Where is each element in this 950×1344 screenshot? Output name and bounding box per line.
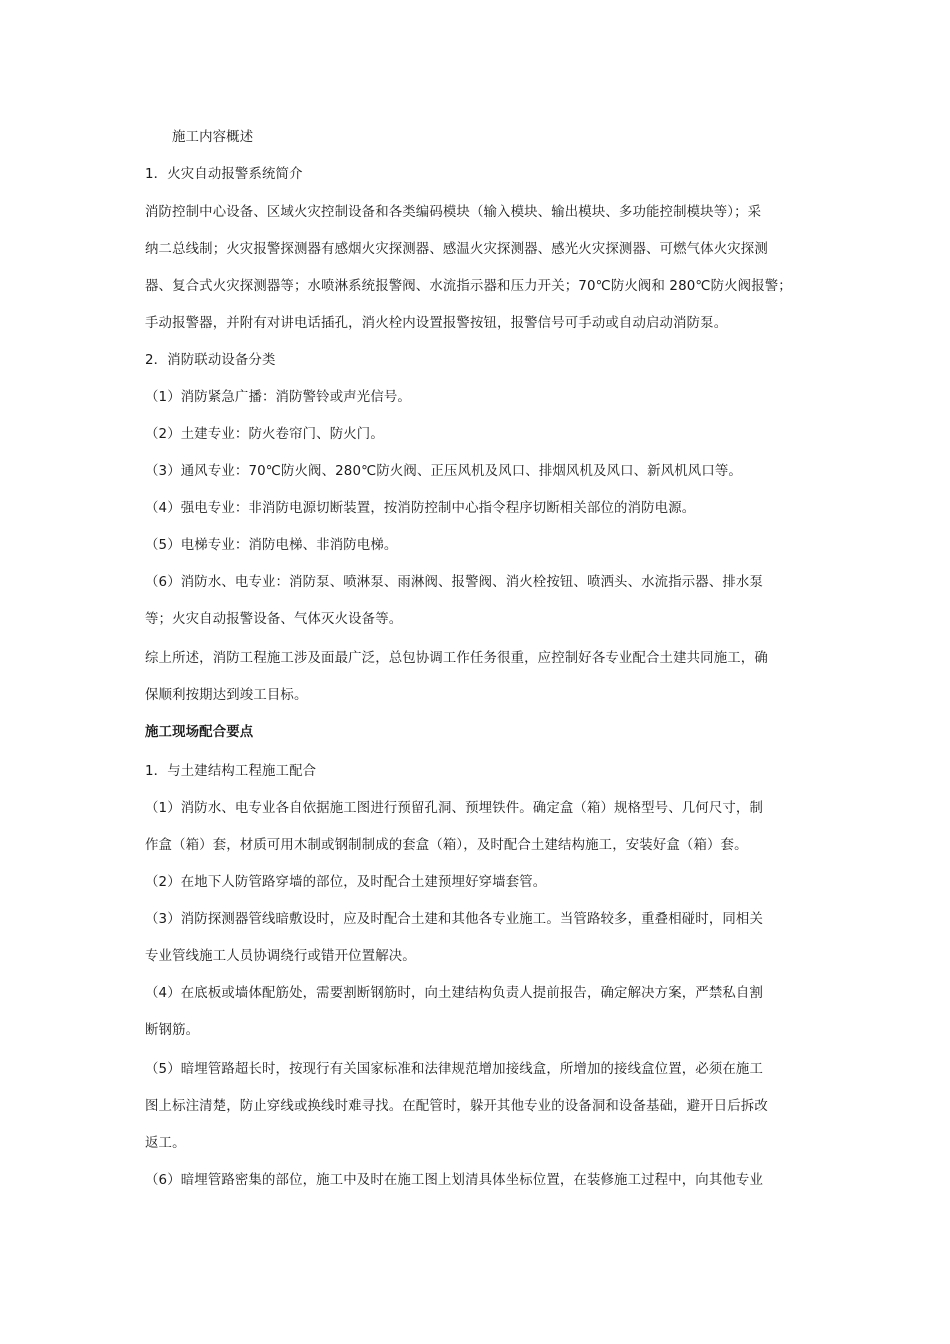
section-1-para-line: 器、复合式火灾探测器等；水喷淋系统报警阀、水流指示器和压力开关；70℃防火阀和 280℃防火阀报警； [145, 279, 792, 294]
section-1-para-line: 消防控制中心设备、区域火灾控制设备和各类编码模块（输入模块、输出模块、多功能控制模块等）；采 [145, 205, 762, 220]
site-item-line: （1）消防水、电专业各自依据施工图进行预留孔洞、预埋铁件。确定盒（箱）规格型号、几何尺寸，制 [145, 801, 763, 816]
site-item-line: 图上标注清楚，防止穿线或换线时难寻找。在配管时，躲开其他专业的设备洞和设备基础，避开日后拆改 [145, 1099, 768, 1114]
section-2-item: （5）电梯专业：消防电梯、非消防电梯。 [145, 538, 398, 553]
section-1-para-line: 手动报警器，并附有对讲电话插孔，消火栓内设置报警按钮，报警信号可手动或自动启动消防泵。 [145, 316, 728, 331]
site-item-line: （3）消防探测器管线暗敷设时，应及时配合土建和其他各专业施工。当管路较多，重叠相碰时，同相关 [145, 912, 763, 927]
section-1-para-line: 纳二总线制；火灾报警探测器有感烟火灾探测器、感温火灾探测器、感光火灾探测器、可燃气体火灾探测 [145, 242, 768, 257]
site-item-line: （4）在底板或墙体配筋处，需要割断钢筋时，向土建结构负责人提前报告，确定解决方案，严禁私自割 [145, 986, 763, 1001]
section-2-item: （1）消防紧急广播：消防警铃或声光信号。 [145, 390, 411, 405]
intro-heading: 施工内容概述 [172, 130, 254, 145]
site-heading: 施工现场配合要点 [145, 725, 254, 740]
section-2-item: （3）通风专业：70℃防火阀、280℃防火阀、正压风机及风口、排烟风机及风口、新风机风口等。 [145, 464, 742, 479]
site-item-line: 专业管线施工人员协调绕行或错开位置解决。 [145, 949, 416, 964]
site-item-line: 作盒（箱）套，材质可用木制或钢制制成的套盒（箱），及时配合土建结构施工，安装好盒（箱）套。 [145, 838, 748, 853]
section-2-item: （4）强电专业：非消防电源切断装置，按消防控制中心指令程序切断相关部位的消防电源。 [145, 501, 696, 516]
site-item-line: 返工。 [145, 1136, 186, 1151]
site-item-line: 断钢筋。 [145, 1023, 200, 1038]
site-item-line: （2）在地下人防管路穿墙的部位，及时配合土建预埋好穿墙套管。 [145, 875, 547, 890]
summary-para-line: 保顺利按期达到竣工目标。 [145, 688, 308, 703]
site-item-line: （5）暗埋管路超长时，按现行有关国家标准和法律规范增加接线盒，所增加的接线盒位置，必须在施工 [145, 1062, 763, 1077]
section-1-title: 1．火灾自动报警系统简介 [145, 167, 303, 182]
section-2-title: 2．消防联动设备分类 [145, 353, 276, 368]
section-2-item: （2）土建专业：防火卷帘门、防火门。 [145, 427, 384, 442]
site-section-1-title: 1．与土建结构工程施工配合 [145, 764, 317, 779]
site-item-line: （6）暗埋管路密集的部位，施工中及时在施工图上划清具体坐标位置，在装修施工过程中，向其他专业 [145, 1173, 763, 1188]
section-2-item: （6）消防水、电专业：消防泵、喷淋泵、雨淋阀、报警阀、消火栓按钮、喷洒头、水流指示器、排水泵 [145, 575, 763, 590]
section-2-item: 等；火灾自动报警设备、气体灭火设备等。 [145, 612, 403, 627]
summary-para-line: 综上所述，消防工程施工涉及面最广泛，总包协调工作任务很重，应控制好各专业配合土建共同施工，确 [145, 651, 768, 666]
